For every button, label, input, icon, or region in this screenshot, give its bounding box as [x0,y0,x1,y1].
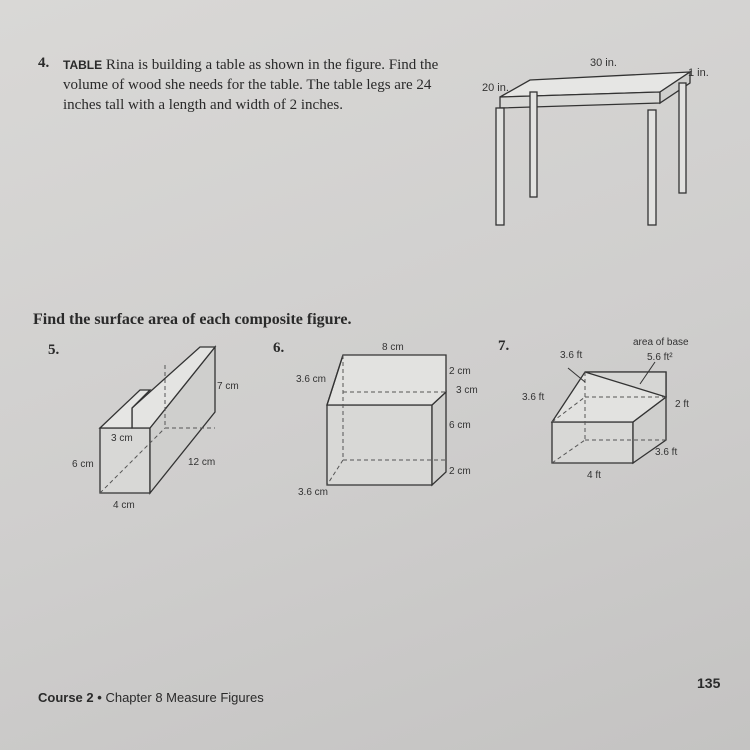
problem-7-number: 7. [498,338,510,354]
fig6-right-label: 6 cm [449,420,471,431]
fig7-right-label: 2 ft [675,399,689,410]
page-footer [38,690,264,705]
problem-4-number: 4. [38,55,50,71]
footer-chapter: Chapter 8 Measure Figures [105,690,264,705]
fig6-top-label: 8 cm [382,342,404,353]
footer-bullet: • [97,690,102,705]
fig6-slope2-label: 3 cm [456,385,478,396]
fig6-left-label: 3.6 cm [296,374,327,385]
fig6-bottom-left-label: 3.6 cm [298,487,329,498]
fig7-base-area: 5.6 ft² [647,352,673,363]
fig7-bottom-right-label: 3.6 ft [655,447,678,458]
fig7-left-label: 3.6 ft [522,392,545,403]
fig5-step-label: 3 cm [111,433,133,444]
table-width-label: 20 in. [482,82,509,94]
fig7-base-note: area of base [633,337,689,348]
fig5-depth-label: 12 cm [188,457,216,468]
fig6-bottom-right-label: 2 cm [449,466,471,477]
table-length-label: 30 in. [590,57,617,69]
problem-6-number: 6. [273,340,285,356]
page-number: 135 [697,675,721,691]
fig7-top-label: 3.6 ft [560,350,583,361]
section-heading: Find the surface area of each composite figure. [33,311,352,328]
fig5-front-height-label: 6 cm [72,459,94,470]
problem-5-number: 5. [48,342,60,358]
fig7-bottom-label: 4 ft [587,470,601,481]
fig5-height-label: 7 cm [217,381,239,392]
fig6-slope1-label: 2 cm [449,366,471,377]
problem-4-keyword: TABLE [63,58,103,72]
fig5-width-label: 4 cm [113,500,135,511]
table-thickness-label: 1 in. [688,67,709,79]
footer-course: Course 2 [38,690,94,705]
problem-4-body: Rina is building a table as shown in the figure. Find the volume of wood she needs for the table. The table legs are 24 inches tall with a length and width of 2 inches. [63,57,439,113]
